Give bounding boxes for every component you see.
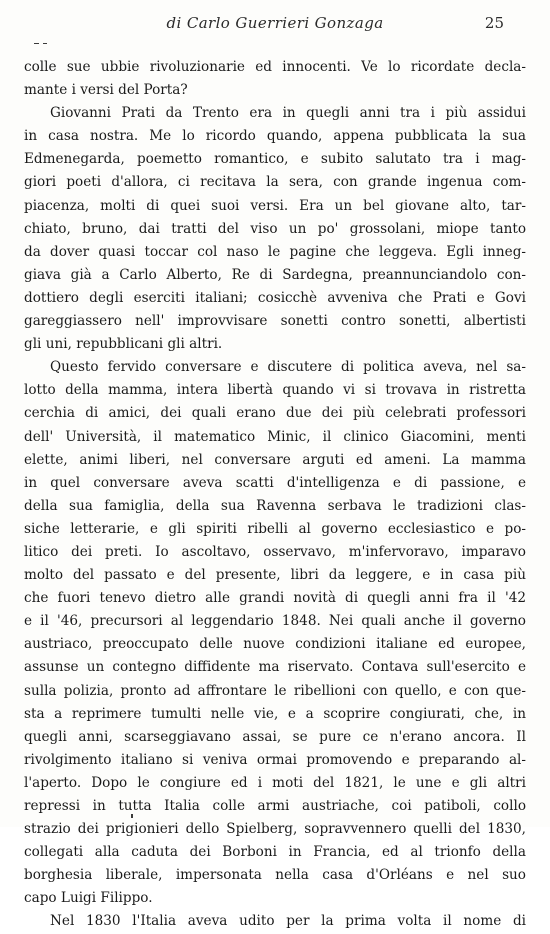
text-line: chiato, bruno, dai tratti del viso un po' grossolani, miope tanto (24, 220, 526, 237)
text-line: giava già a Carlo Alberto, Re di Sardegna, preannunciandolo con- (24, 266, 526, 283)
page-number: 25 (484, 14, 504, 32)
text-line: mante i versi del Porta? (24, 82, 188, 99)
ink-mark-top-2 (43, 43, 47, 44)
text-line: collegati alla caduta dei Borboni in Francia, ed al trionfo della (24, 844, 526, 861)
text-line: sta a reprimere tumulti nelle vie, e a scoprire congiurati, che, in (24, 705, 526, 722)
text-line: lotto della mamma, intera libertà quando vi si trovava in ristretta (24, 382, 526, 399)
text-line: in casa nostra. Me lo ricordo quando, appena pubblicata la sua (24, 128, 526, 145)
text-line: Nel 1830 l'Italia aveva udito per la prima volta il nome di (50, 913, 526, 930)
running-title: di Carlo Guerrieri Gonzaga (166, 14, 384, 32)
text-line: repressi in tutta Italia colle armi austriache, coi patiboli, collo (24, 798, 526, 814)
ink-mark-top (34, 43, 39, 44)
text-line: rivolgimento italiano si veniva ormai promovendo e preparando al- (24, 751, 526, 768)
text-line: Edmenegarda, poemetto romantico, e subito salutato tra i mag- (24, 151, 526, 168)
text-line: litico dei preti. Io ascoltavo, osservavo, m'infervoravo, imparavo (24, 543, 526, 560)
text-line: dottiero degli eserciti italiani; cosicchè avveniva che Prati e Govi (24, 289, 526, 306)
text-line: cerchia di amici, dei quali erano due dei più celebrati professori (24, 405, 526, 422)
text-line: capo Luigi Filippo. (24, 890, 153, 907)
text-line: sulla polizia, pronto ad affrontare le ribellioni con quello, e con que- (24, 682, 526, 699)
text-line: l'aperto. Dopo le congiure ed i moti del 1821, le une e gli altri (24, 774, 526, 791)
text-line: austriaco, preoccupato delle nuove condizioni italiane ed europee, (24, 636, 526, 653)
text-line: quegli anni, scarseggiavano assai, se pure ce n'erano ancora. Il (24, 728, 526, 745)
text-line: siche letterarie, e gli spiriti ribelli al governo ecclesiastico e po- (24, 520, 526, 537)
text-line: dell' Università, il matematico Minic, il clinico Giacomini, menti (24, 428, 526, 445)
text-line: molto del passato e del presente, libri da leggere, e in casa più (24, 567, 526, 584)
page-header (0, 14, 550, 40)
text-line: gareggiassero nell' improvvisare sonetti contro sonetti, albertisti (24, 313, 526, 330)
text-line: Questo fervido conversare e discutere di politica aveva, nel sa- (50, 359, 526, 376)
text-line: da dover quasi toccar col naso le pagine che leggeva. Egli inneg- (24, 243, 526, 260)
text-line: elette, animi liberi, nel conversare arguti ed ameni. La mamma (24, 451, 526, 468)
text-line: che fuori tenevo dietro alle grandi novità di quegli anni fra il '42 (24, 590, 526, 607)
text-line: Giovanni Prati da Trento era in quegli anni tra i più assidui (50, 105, 526, 122)
text-line: e il '46, precursori al leggendario 1848. Nei quali anche il governo (24, 613, 526, 630)
text-line: colle sue ubbie rivoluzionarie ed innocenti. Ve lo ricordate decla- (24, 59, 526, 75)
text-line: giori poeti d'allora, ci recitava la sera, con grande ingenua com- (24, 174, 526, 191)
text-line: assunse un contegno diffidente ma riservato. Contava sull'esercito e (24, 659, 526, 676)
ink-mark-bottom (131, 814, 133, 818)
text-line: piacenza, molti di quei suoi versi. Era un bel giovane alto, tar- (24, 197, 526, 214)
text-line: gli uni, repubblicani gli altri. (24, 336, 223, 353)
text-line: della sua famiglia, della sua Ravenna serbava le tradizioni clas- (24, 497, 526, 514)
text-line: in quel conversare aveva scatti d'intelligenza e di passione, e (24, 474, 526, 491)
text-line: strazio dei prigionieri dello Spielberg, sopravvennero quelli del 1830, (24, 821, 526, 838)
text-line: borghesia liberale, impersonata nella casa d'Orléans e nel suo (24, 867, 526, 884)
body-text (24, 56, 526, 934)
